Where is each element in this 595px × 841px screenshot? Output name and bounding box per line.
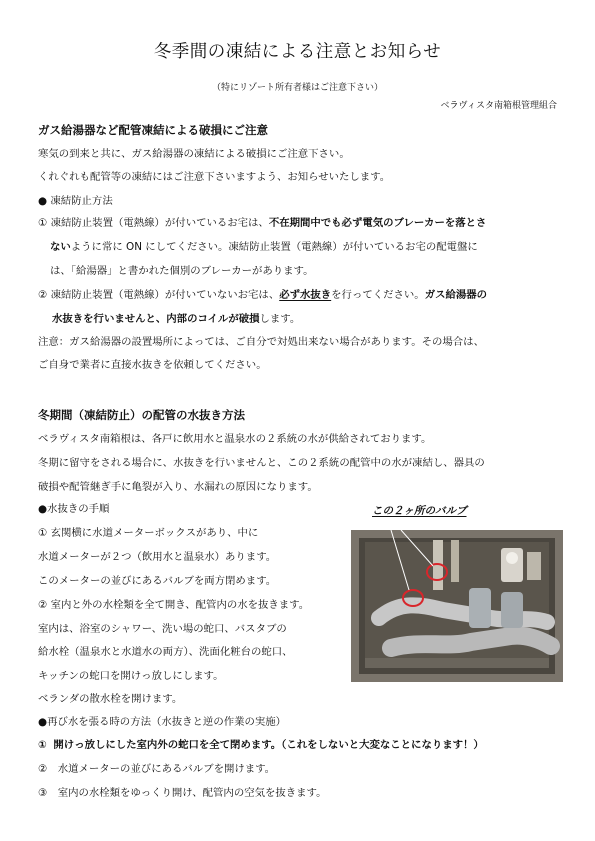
refill-step-2: ② 水道メーターの並びにあるバルブを開けます。: [38, 763, 276, 775]
drain-step-2-cont-2: 給水栓（温泉水と水道水の両方）、洗面化粧台の蛇口、: [38, 646, 293, 658]
method-item-1-line-1: ① 凍結防止装置（電熱線）が付いているお宅は、不在期間中でも必ず電気のブレーカーを落とさ: [38, 217, 487, 229]
drain-step-2-cont-1: 室内は、浴室のシャワー、洗い場の蛇口、バスタブの: [38, 623, 287, 635]
section2-paragraph-2: 冬期に留守をされる場合に、水抜きを行いませんと、この２系統の配管中の水が凍結し、器具の: [38, 457, 485, 469]
method-item-1-line-2: ないように常に ON にしてください。凍結防止装置（電熱線）が付いているお宅の配電盤に: [50, 241, 478, 253]
meter-box-illustration: [351, 530, 563, 682]
section2-heading: 冬期間（凍結防止）の配管の水抜き方法: [38, 408, 245, 422]
section1-heading: ガス給湯器など配管凍結による破損にご注意: [38, 123, 268, 137]
page-subtitle: （特にリゾート所有者様はご注意下さい）: [211, 83, 383, 93]
freeze-prevention-label: ● 凍結防止方法: [38, 195, 113, 207]
drain-step-1: ① 玄関横に水道メーターボックスがあり、中に: [38, 527, 259, 539]
photo-caption: この２ヶ所のバルブ: [372, 505, 467, 517]
method-item-2-line-2: 水抜きを行いませんと、内部のコイルが破損します。: [52, 313, 301, 325]
method-item-2-line-1: ② 凍結防止装置（電熱線）が付いていないお宅は、必ず水抜きを行ってください。ガス給湯器の: [38, 289, 488, 301]
organization-name: ベラヴィスタ南箱根管理組合: [440, 101, 557, 111]
note-line-1: 注意：ガス給湯器の設置場所によっては、ご自分で対処出来ない場合があります。その場合は、: [38, 336, 484, 348]
note-line-2: ご自身で業者に直接水抜きを依頼してください。: [38, 359, 267, 371]
valve-photo: [351, 530, 563, 682]
drain-step-2-cont-3: キッチンの蛇口を開けっ放しにします。: [38, 670, 224, 682]
drain-step-1-cont-1: 水道メーターが２つ（飲用水と温泉水）あります。: [38, 551, 277, 563]
section2-paragraph-3: 破損や配管継ぎ手に亀裂が入り、水漏れの原因になります。: [38, 481, 318, 493]
method-item-1-line-3: は、「給湯器」と書かれた個別のブレーカーがあります。: [50, 265, 314, 277]
refill-step-1: ① 開けっ放しにした室内外の蛇口を全て閉めます。（これをしないと大変なことになります！）: [38, 739, 484, 751]
refill-step-3: ③ 室内の水栓類をゆっくり開け、配管内の空気を抜きます。: [38, 787, 327, 799]
section1-intro-1: 寒気の到来と共に、ガス給湯器の凍結による破損にご注意下さい。: [38, 148, 350, 160]
drain-step-2-cont-4: ベランダの散水栓を開けます。: [38, 693, 183, 705]
refill-label: ●再び水を張る時の方法（水抜きと逆の作業の実施）: [38, 716, 287, 728]
section2-paragraph-1: ベラヴィスタ南箱根は、各戸に飲用水と温泉水の２系統の水が供給されております。: [38, 433, 432, 445]
page-title: 冬季間の凍結による注意とお知らせ: [153, 42, 442, 62]
drain-step-2: ② 室内と外の水栓類を全て開き、配管内の水を抜きます。: [38, 599, 310, 611]
section1-intro-2: くれぐれも配管等の凍結にはご注意下さいますよう、お知らせいたします。: [38, 171, 391, 183]
drain-step-1-cont-2: このメーターの並びにあるバルブを両方閉めます。: [38, 575, 277, 587]
drain-steps-label: ●水抜きの手順: [38, 503, 110, 515]
